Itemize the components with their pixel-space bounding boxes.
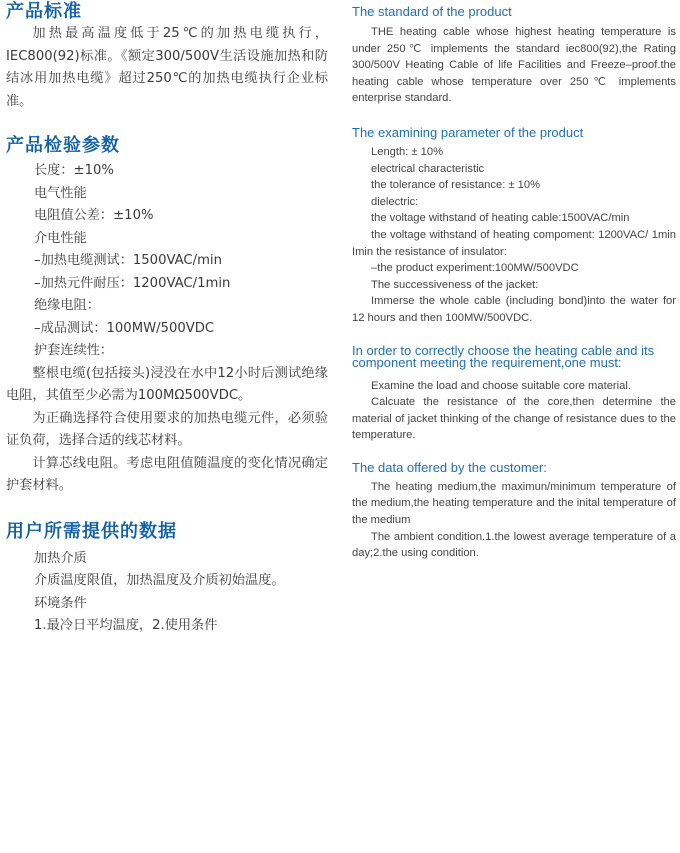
customer-data-list-cn xyxy=(6,548,328,638)
heading-line: component meeting the requirement,one must: xyxy=(352,354,622,370)
list-item: 介电性能 xyxy=(34,230,87,246)
list-item: –the product experiment:100MW/500VDC xyxy=(371,262,579,275)
list-item: The successiveness of the jacket: xyxy=(371,278,539,291)
paragraph-jacket-test-cn: 整根电缆(包括接头)浸没在水中12小时后测试绝缘电阻，其值至少必需为100MΩ500VDC。 xyxy=(6,365,328,403)
list-item: 绝缘电阻： xyxy=(34,298,100,313)
list-item: 长度：±10% xyxy=(34,163,114,178)
paragraph-heating-medium-en: The heating medium,the maximun/minimum temperature of the medium,the heating temperature and the inital temperature of the medium xyxy=(352,480,676,527)
list-item: the tolerance of resistance: ± 10% xyxy=(371,179,541,192)
heading-customer-data-en: The data offered by the customer: xyxy=(352,459,547,475)
paragraph-calculate-resistance-en: Calcuate the resistance of the core,then determine the material of jacket thinking of the change of resistance dues to the temperature. xyxy=(352,396,676,442)
paragraph-calculate-resistance-cn: 计算芯线电阻。考虑电阻值随温度的变化情况确定护套材料。 xyxy=(6,455,328,493)
list-item: the voltage withstand of heating cable:1500VAC/min xyxy=(371,212,630,225)
heading-examining-parameters-cn: 产品检验参数 xyxy=(6,135,120,156)
examining-parameters-list-en xyxy=(352,144,676,227)
heading-product-standard-cn: 产品标准 xyxy=(6,1,82,22)
examining-parameters-list-cn xyxy=(6,160,328,363)
list-item: dielectric: xyxy=(371,195,419,208)
list-item: 加热介质 xyxy=(34,550,87,566)
list-item: 1.最冷日平均温度，2.使用条件 xyxy=(34,618,218,633)
paragraph-choose-core-cn: 为正确选择符合使用要求的加热电缆元件，必须验证负荷，选择合适的线芯材料。 xyxy=(6,410,328,448)
list-item: Examine the load and choose suitable core material. xyxy=(371,379,631,392)
heading-choose-cable-en xyxy=(352,342,676,370)
list-item: 电阻值公差：±10% xyxy=(34,208,154,223)
list-item: 介质温度限值，加热温度及介质初始温度。 xyxy=(34,573,285,588)
chinese-column xyxy=(6,0,328,638)
heading-examining-parameters-en: The examining parameter of the product xyxy=(352,124,584,140)
heading-line: In order to correctly choose the heating cable and its xyxy=(352,342,655,358)
heading-product-standard-en: The standard of the product xyxy=(352,4,512,19)
list-item: 电气性能 xyxy=(34,185,87,201)
list-item: electrical characteristic xyxy=(371,162,485,175)
paragraph-product-standard-cn: 加热最高温度低于25℃的加热电缆执行，IEC800(92)标准。《额定300/500V生活设施加热和防结冰用加热电缆》超过250℃的加热电缆执行企业标准。 xyxy=(6,26,328,109)
paragraph-immerse-cable-en: Immerse the whole cable (including bond)into the water for 12 hours and then 100MW/500VDC. xyxy=(352,295,676,324)
english-column xyxy=(352,0,676,562)
list-item: –成品测试：100MW/500VDC xyxy=(34,320,215,336)
list-item: 护套连续性： xyxy=(34,343,114,358)
list-item: 环境条件 xyxy=(34,595,87,611)
heading-customer-data-cn: 用户所需提供的数据 xyxy=(6,520,177,542)
list-item: –加热元件耐压：1200VAC/1min xyxy=(34,275,231,291)
paragraph-component-voltage-en: the voltage withstand of heating compoment: 1200VAC/ 1min Imin the resistance of insulator: xyxy=(352,228,676,258)
list-item: Length: ± 10% xyxy=(371,145,444,158)
paragraph-product-standard-en: THE heating cable whose highest heating temperature is under 250℃ implements the standard iec800(92),the Rating 300/500V Heating Cable of life Facilities and Freeze–proof.the heating cable whose temperature over 250℃ implements enterprise standard. xyxy=(352,26,676,105)
list-item: –加热电缆测试：1500VAC/min xyxy=(34,253,222,268)
paragraph-ambient-condition-en: The ambient condition.1.the lowest average temperature of a day;2.the using condition. xyxy=(352,530,676,560)
